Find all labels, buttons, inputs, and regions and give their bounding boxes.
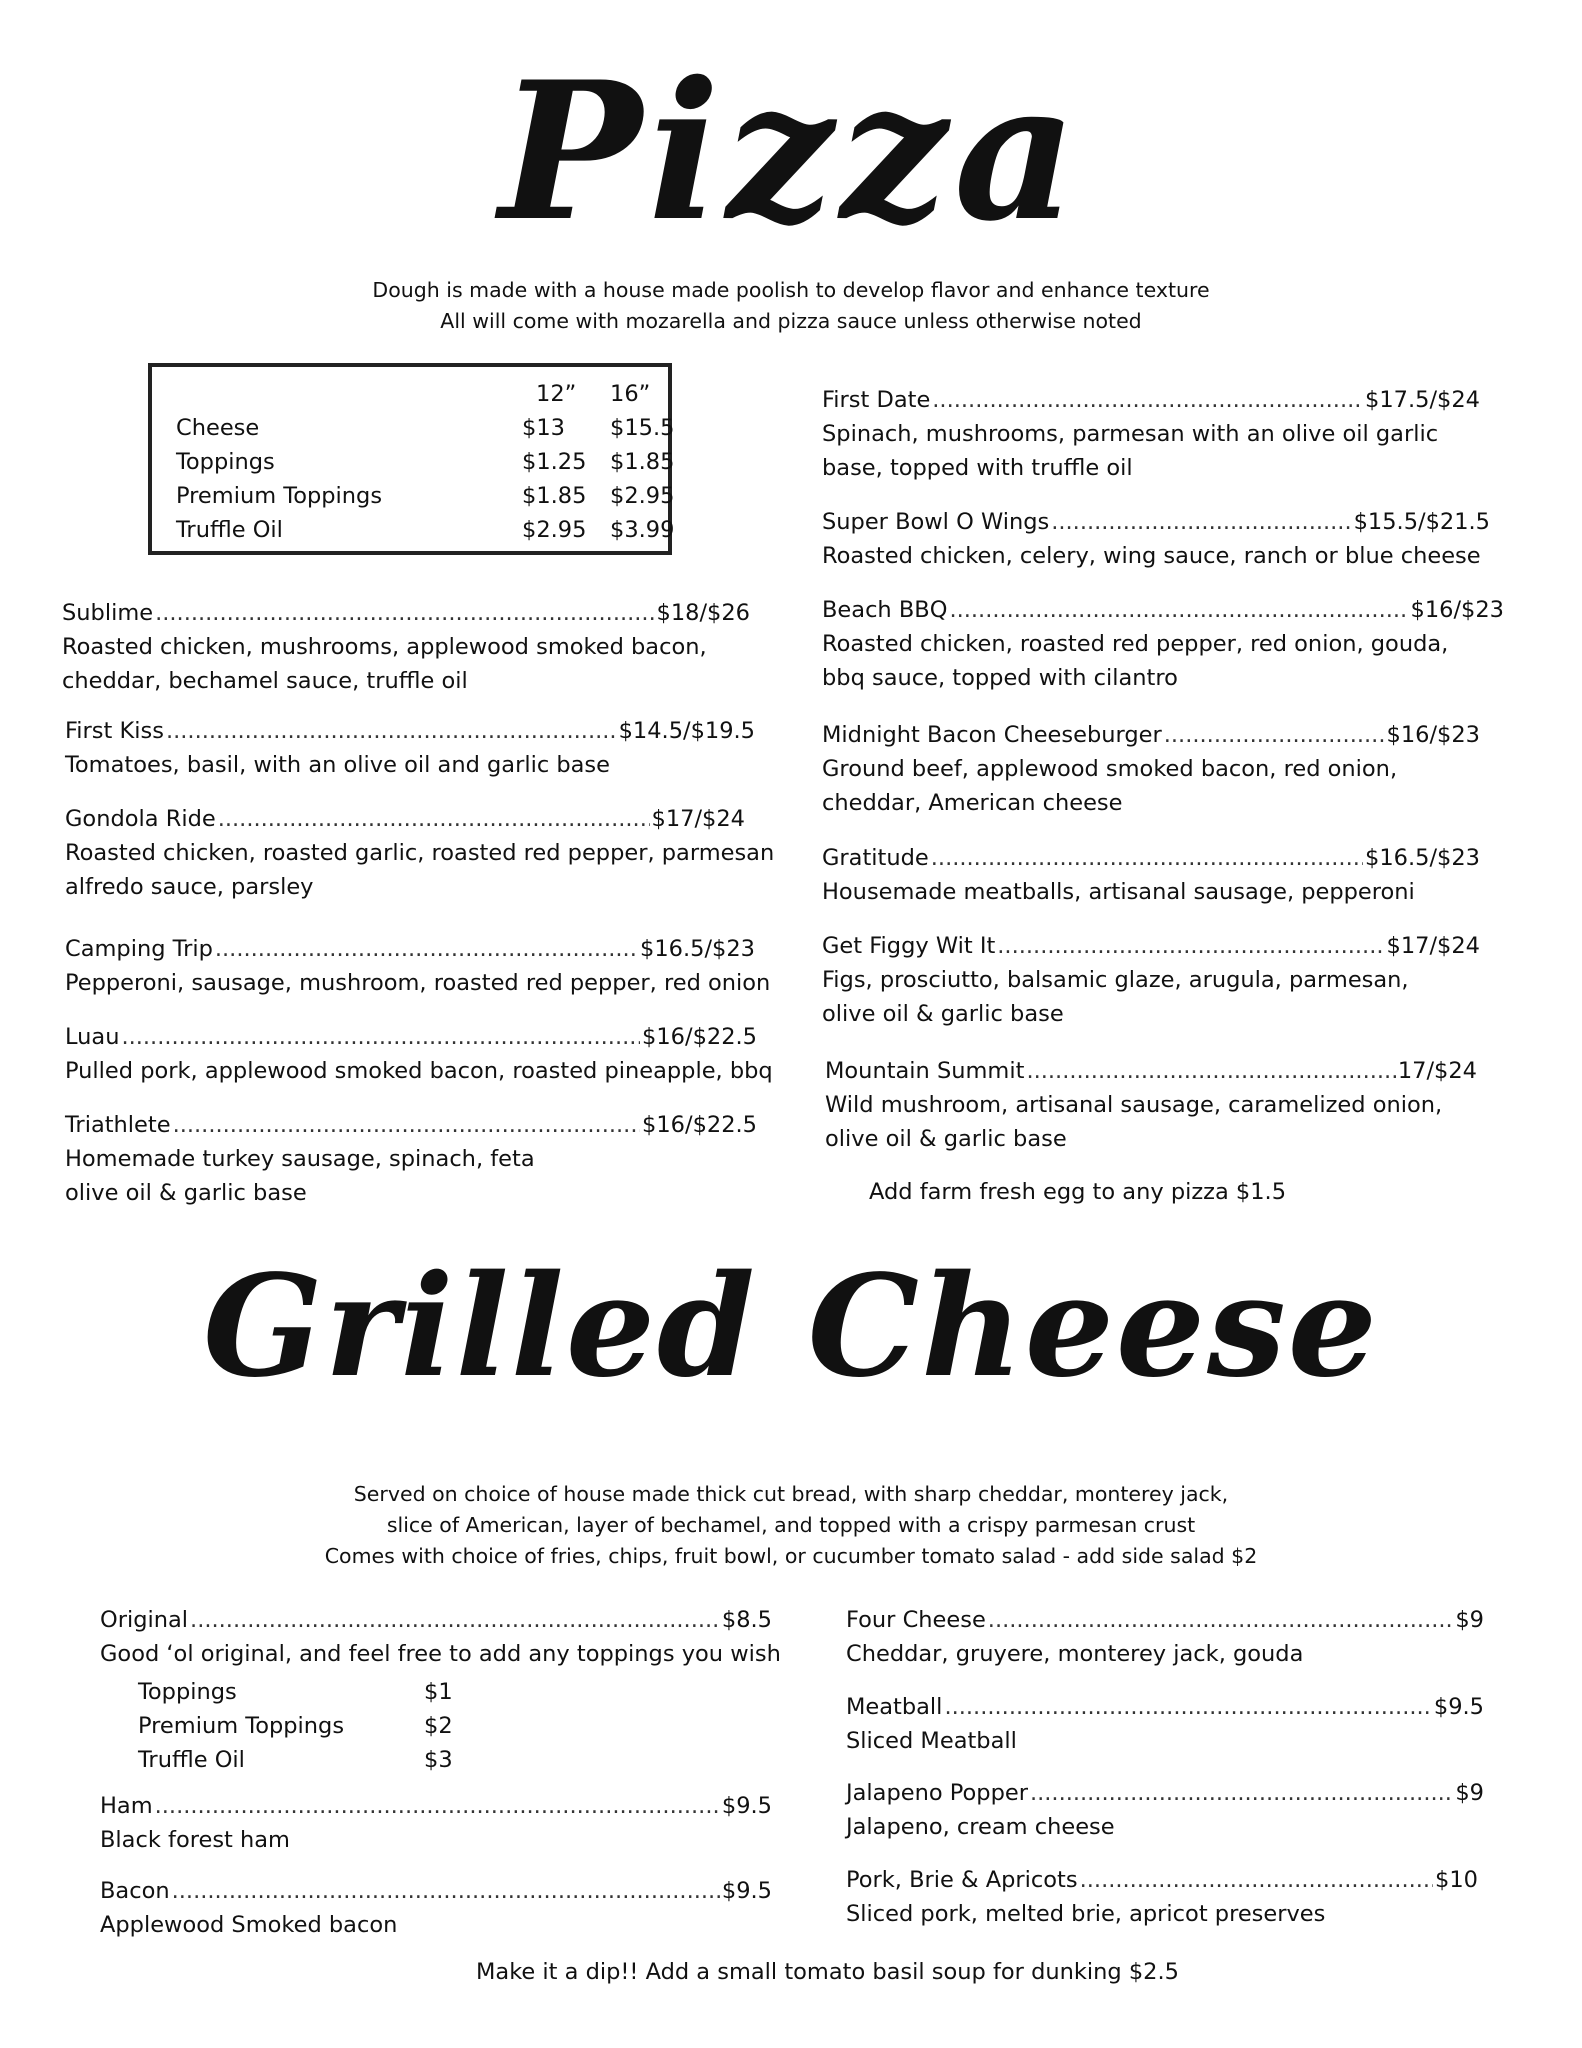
leader-dots [988, 1603, 1454, 1637]
item-description: Sliced Meatball [846, 1728, 1017, 1754]
topping-addon-row [138, 1675, 538, 1709]
pizza-price-box [148, 363, 675, 555]
item-price: $10 [1435, 1867, 1478, 1893]
item-name: Bacon [100, 1878, 170, 1904]
leader-dots [1051, 505, 1351, 539]
leader-dots [215, 932, 638, 966]
price-box-label: Truffle Oil [176, 517, 283, 543]
price-12: $1.25 [522, 449, 587, 475]
price-16: $3.99 [610, 517, 675, 543]
item-name: Super Bowl O Wings [822, 509, 1050, 535]
item-name: Sublime [62, 600, 154, 626]
leader-dots [155, 596, 654, 630]
price-box-row [176, 445, 675, 479]
item-name: Gondola Ride [65, 806, 216, 832]
item-price: $9 [1455, 1607, 1484, 1633]
item-name: Four Cheese [846, 1607, 986, 1633]
menu-item-pork-brie-apricots [846, 1863, 1486, 1931]
item-description: Tomatoes, basil, with an olive oil and garlic base [65, 752, 610, 778]
item-description: Good ‘ol original, and feel free to add any toppings you wish [100, 1641, 781, 1667]
leader-dots [218, 802, 650, 836]
item-price: $18/$26 [656, 600, 750, 626]
item-name: Midnight Bacon Cheeseburger [822, 722, 1162, 748]
size-16-header: 16” [610, 381, 651, 407]
item-description: Ground beef, applewood smoked bacon, red onion, cheddar, American cheese [822, 756, 1398, 816]
leader-dots [1080, 1863, 1433, 1897]
grilled-cheese-subtitle-line-3: Comes with choice of fries, chips, fruit bowl, or cucumber tomato salad - add side salad $2 [324, 1544, 1258, 1568]
price-box-label: Cheese [176, 415, 260, 441]
item-price: $16/$23 [1386, 722, 1480, 748]
topping-addon-row [138, 1709, 538, 1743]
menu-item-super-bowl-o-wings [822, 505, 1522, 573]
item-price: $16/$22.5 [642, 1112, 757, 1138]
pizza-subtitle-line-2: All will come with mozarella and pizza sauce unless otherwise noted [440, 309, 1142, 333]
item-price: $9.5 [1433, 1694, 1484, 1720]
item-description: Roasted chicken, mushrooms, applewood smoked bacon, cheddar, bechamel sauce, truffle oil [62, 634, 707, 694]
item-description: Spinach, mushrooms, parmesan with an olive oil garlic base, topped with truffle oil [822, 421, 1439, 481]
menu-item-ham [100, 1789, 800, 1857]
item-name: Triathlete [65, 1112, 171, 1138]
topping-label: Truffle Oil [138, 1747, 245, 1773]
menu-item-sublime [62, 596, 752, 698]
leader-dots [997, 929, 1384, 963]
item-price: $16/$22.5 [642, 1024, 757, 1050]
price-12: $13 [522, 415, 565, 441]
leader-dots [944, 1690, 1431, 1724]
item-description: Roasted chicken, roasted red pepper, red onion, gouda, bbq sauce, topped with cilantro [822, 631, 1449, 691]
item-description: Wild mushroom, artisanal sausage, caramelized onion, olive oil & garlic base [825, 1092, 1443, 1152]
price-box-label: Toppings [176, 449, 275, 475]
leader-dots [931, 841, 1363, 875]
item-price: $17/$24 [1386, 933, 1480, 959]
item-price: $8.5 [721, 1607, 772, 1633]
price-box-row [176, 513, 675, 547]
price-box-row [176, 479, 675, 513]
menu-item-four-cheese [846, 1603, 1486, 1671]
item-description: Applewood Smoked bacon [100, 1912, 398, 1938]
item-name: Original [100, 1607, 189, 1633]
leader-dots [190, 1603, 720, 1637]
leader-dots [173, 1108, 640, 1142]
leader-dots [121, 1020, 640, 1054]
leader-dots [155, 1789, 720, 1823]
grilled-cheese-section-title: Grilled Cheese [203, 1245, 1379, 1409]
price-box-header-row [176, 377, 656, 411]
leader-dots [1164, 718, 1385, 752]
menu-item-midnight-bacon-cheeseburger [822, 718, 1502, 820]
leader-dots [166, 714, 617, 748]
item-description: Cheddar, gruyere, monterey jack, gouda [846, 1641, 1304, 1667]
menu-item-jalapeno-popper [846, 1776, 1486, 1844]
menu-item-gondola-ride [65, 802, 785, 904]
item-price: $14.5/$19.5 [618, 718, 755, 744]
menu-item-gratitude [822, 841, 1502, 909]
item-description: Housemade meatballs, artisanal sausage, pepperoni [822, 879, 1415, 905]
item-description: Jalapeno, cream cheese [846, 1814, 1115, 1840]
leader-dots [1030, 1776, 1453, 1810]
item-description: Figs, prosciutto, balsamic glaze, arugula, parmesan, olive oil & garlic base [822, 967, 1409, 1027]
topping-price: $1 [424, 1679, 453, 1705]
item-name: Get Figgy Wit It [822, 933, 996, 959]
menu-item-first-date [822, 383, 1482, 485]
item-price: 17/$24 [1397, 1058, 1477, 1084]
item-price: $9 [1455, 1780, 1484, 1806]
item-description: Sliced pork, melted brie, apricot preserves [846, 1901, 1326, 1927]
price-16: $1.85 [610, 449, 675, 475]
pizza-section-title: Pizza [499, 40, 1083, 263]
topping-price: $2 [424, 1713, 453, 1739]
topping-price: $3 [424, 1747, 453, 1773]
item-name: First Date [822, 387, 931, 413]
item-description: Roasted chicken, roasted garlic, roasted red pepper, parmesan alfredo sauce, parsley [65, 840, 775, 900]
item-description: Homemade turkey sausage, spinach, feta olive oil & garlic base [65, 1146, 535, 1206]
menu-item-original [100, 1603, 800, 1671]
leader-dots [949, 593, 1408, 627]
item-name: Gratitude [822, 845, 929, 871]
item-name: Ham [100, 1793, 153, 1819]
item-name: Pork, Brie & Apricots [846, 1867, 1078, 1893]
item-price: $15.5/$21.5 [1353, 509, 1490, 535]
dip-addon-note: Make it a dip!! Add a small tomato basil soup for dunking $2.5 [476, 1959, 1179, 1985]
price-12: $1.85 [522, 483, 587, 509]
pizza-subtitle-line-1: Dough is made with a house made poolish to develop flavor and enhance texture [372, 278, 1210, 302]
price-16: $15.5 [610, 415, 675, 441]
price-box-row [176, 411, 675, 445]
menu-item-beach-bbq [822, 593, 1512, 695]
menu-item-first-kiss [65, 714, 755, 782]
menu-item-bacon [100, 1874, 800, 1942]
menu-item-get-figgy-wit-it [822, 929, 1502, 1031]
item-name: Meatball [846, 1694, 943, 1720]
item-price: $17/$24 [651, 806, 745, 832]
item-price: $9.5 [721, 1793, 772, 1819]
size-12-header: 12” [536, 381, 577, 407]
menu-item-camping-trip [65, 932, 785, 1000]
grilled-cheese-subtitle-line-2: slice of American, layer of bechamel, and topped with a crispy parmesan crust [386, 1513, 1196, 1537]
item-description: Pulled pork, applewood smoked bacon, roasted pineapple, bbq [65, 1058, 773, 1084]
item-name: Jalapeno Popper [846, 1780, 1028, 1806]
topping-label: Toppings [138, 1679, 237, 1705]
menu-item-luau [65, 1020, 785, 1088]
item-description: Roasted chicken, celery, wing sauce, ranch or blue cheese [822, 543, 1481, 569]
grilled-cheese-subtitle-line-1: Served on choice of house made thick cut bread, with sharp cheddar, monterey jack, [353, 1482, 1229, 1506]
item-name: First Kiss [65, 718, 164, 744]
topping-addon-row [138, 1743, 538, 1777]
topping-label: Premium Toppings [138, 1713, 345, 1739]
item-name: Mountain Summit [825, 1058, 1025, 1084]
price-12: $2.95 [522, 517, 587, 543]
item-description: Pepperoni, sausage, mushroom, roasted red pepper, red onion [65, 970, 771, 996]
menu-item-meatball [846, 1690, 1486, 1758]
item-name: Beach BBQ [822, 597, 948, 623]
leader-dots [172, 1874, 720, 1908]
item-price: $9.5 [721, 1878, 772, 1904]
item-price: $16.5/$23 [1365, 845, 1480, 871]
leader-dots [932, 383, 1363, 417]
price-box-label: Premium Toppings [176, 483, 383, 509]
item-description: Black forest ham [100, 1827, 290, 1853]
egg-addon-note: Add farm fresh egg to any pizza $1.5 [869, 1179, 1287, 1205]
item-price: $16.5/$23 [640, 936, 755, 962]
menu-item-triathlete [65, 1108, 757, 1210]
item-name: Luau [65, 1024, 120, 1050]
menu-item-mountain-summit [825, 1054, 1505, 1156]
item-name: Camping Trip [65, 936, 213, 962]
item-price: $16/$23 [1410, 597, 1504, 623]
item-price: $17.5/$24 [1365, 387, 1480, 413]
leader-dots [1026, 1054, 1395, 1088]
price-16: $2.95 [610, 483, 675, 509]
